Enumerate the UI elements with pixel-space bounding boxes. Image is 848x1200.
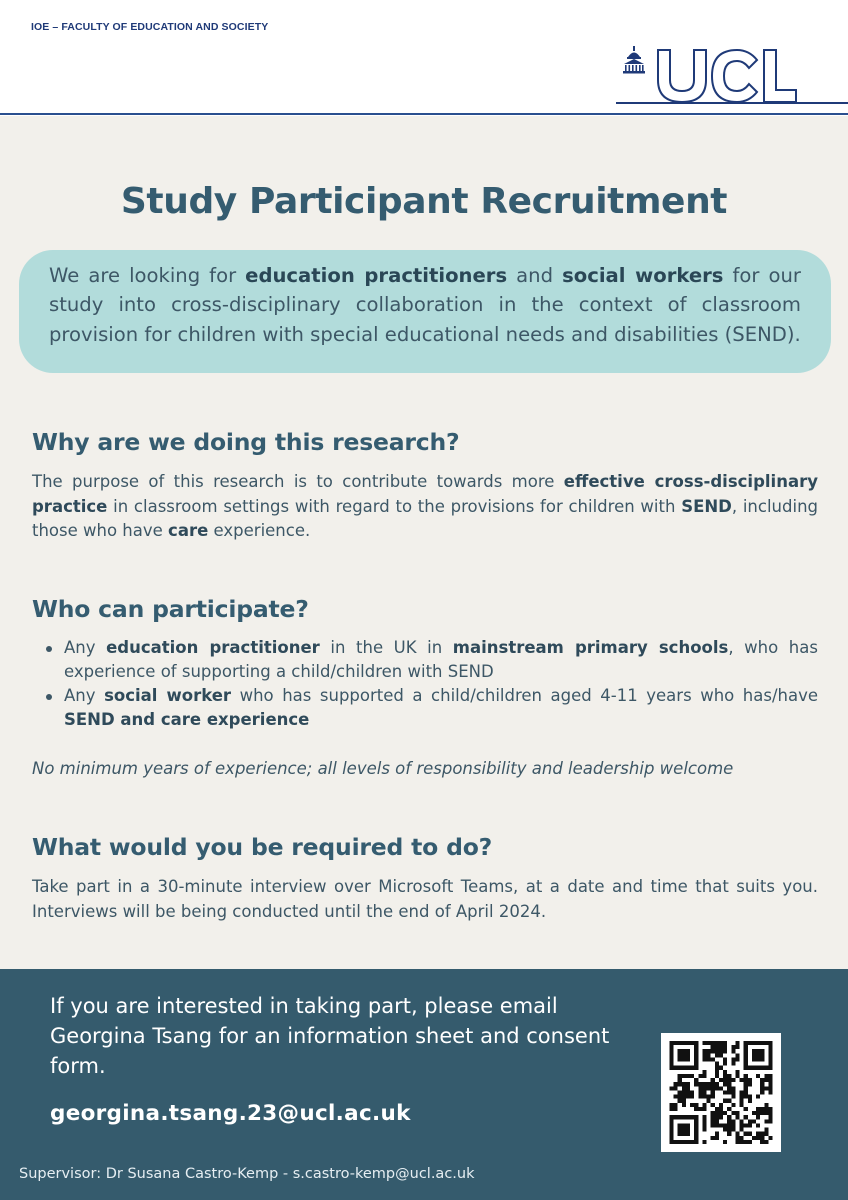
- eligibility-note: No minimum years of experience; all levels of responsibility and leadership welcome: [32, 759, 734, 778]
- eligibility-list: [40, 636, 818, 732]
- bullet-icon: [46, 646, 52, 652]
- required-text: Take part in a 30-minute interview over Microsoft Teams, at a date and time that suits you. Interviews will be being conducted until the end of April 2024.: [32, 877, 818, 921]
- why-heading: Why are we doing this research?: [32, 428, 460, 456]
- qr-code[interactable]: [661, 1033, 781, 1152]
- page-title: Study Participant Recruitment: [120, 181, 728, 222]
- header-rule: [0, 113, 848, 115]
- intro-highlight-social-workers: social workers: [562, 264, 724, 287]
- intro-highlight-practitioners: education practitioners: [245, 264, 508, 287]
- faculty-name: IOE – FACULTY OF EDUCATION AND SOCIETY: [31, 21, 269, 33]
- required-heading: What would you be required to do?: [32, 833, 493, 861]
- contact-email-link[interactable]: georgina.tsang.23@ucl.ac.uk: [50, 1101, 411, 1126]
- intro-text: We are looking for education practitioners and social workers for our study into cross-disciplinary collaboration in the context of classroom provision for children with special educational needs and disabilities (SEND).: [49, 264, 801, 346]
- eligibility-item-social-worker: Any social worker who has supported a child/children aged 4-11 years who has/have SEND and care experience: [40, 684, 818, 732]
- contact-lead: If you are interested in taking part, please email Georgina Tsang for an information sheet and consent form.: [50, 994, 610, 1078]
- page-header: [0, 0, 848, 116]
- ucl-logo: [616, 46, 848, 108]
- bullet-icon: [46, 694, 52, 700]
- qr-code-icon: [669, 1041, 773, 1144]
- eligibility-item-practitioner: Any education practitioner in the UK in mainstream primary schools, who has experience of supporting a child/children with SEND: [40, 636, 818, 684]
- supervisor-line: Supervisor: Dr Susana Castro-Kemp - s.castro-kemp@ucl.ac.uk: [19, 1166, 475, 1182]
- intro-callout: [19, 250, 831, 373]
- who-heading: Who can participate?: [32, 595, 309, 623]
- why-text: The purpose of this research is to contribute towards more effective cross-disciplinary practice in classroom settings with regard to the provisions for children with SEND, including those who have care experience.: [32, 472, 818, 540]
- portico-icon: [623, 46, 645, 74]
- ucl-wordmark: [616, 50, 848, 103]
